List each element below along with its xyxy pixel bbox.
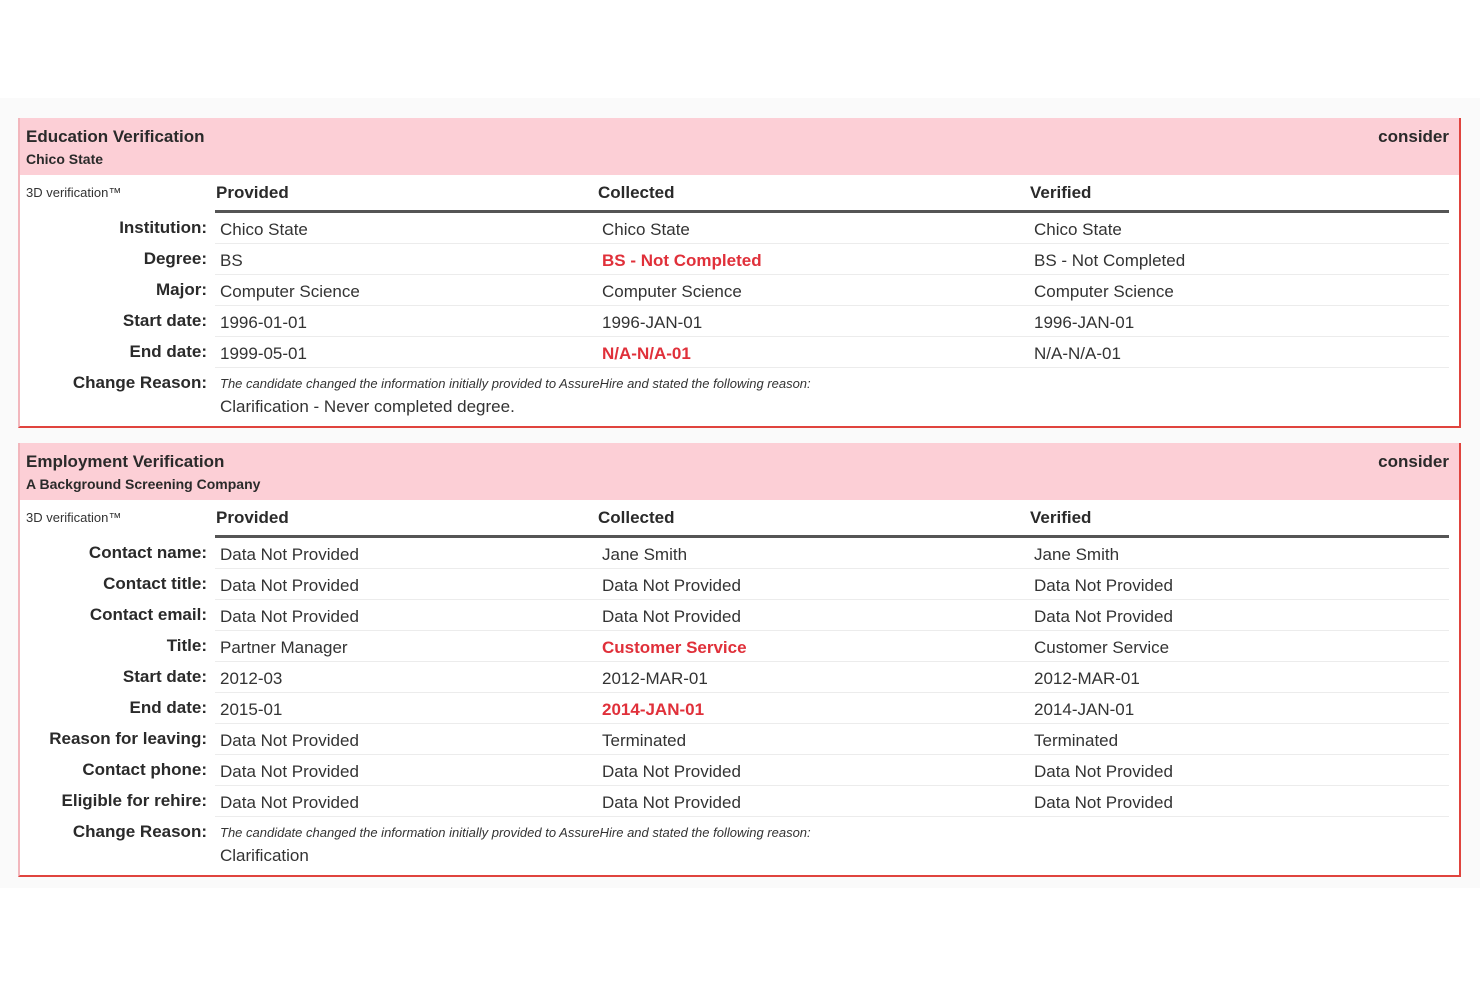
collected-value: 2012-MAR-01: [602, 669, 708, 688]
verified-value: Data Not Provided: [1034, 607, 1173, 626]
provided-value: Computer Science: [220, 282, 360, 301]
column-header-collected: Collected: [598, 508, 675, 527]
row-cells: [215, 786, 1449, 817]
provided-value: Data Not Provided: [220, 607, 359, 626]
provided-value: 1996-01-01: [220, 313, 307, 332]
row-label: Contact email:: [89, 605, 207, 624]
table-row: [20, 662, 1459, 693]
collected-value: Jane Smith: [602, 545, 688, 564]
verified-value: Data Not Provided: [1034, 793, 1173, 812]
table-row: [20, 693, 1459, 724]
provided-value: Data Not Provided: [220, 731, 359, 750]
row-label: Start date:: [122, 311, 207, 330]
verified-value: Customer Service: [1034, 638, 1170, 657]
card-subtitle: A Background Screening Company: [26, 476, 261, 492]
row-label: Change Reason:: [72, 822, 207, 841]
collected-value: Chico State: [602, 220, 690, 239]
row-label: Title:: [166, 636, 207, 655]
column-header-provided: Provided: [216, 508, 289, 527]
collected-value: Terminated: [602, 731, 687, 750]
status-badge: consider: [1378, 127, 1449, 146]
provided-value: BS: [220, 251, 243, 270]
provided-value: Data Not Provided: [220, 576, 359, 595]
change-reason-row: [20, 817, 1459, 875]
provided-value: Partner Manager: [220, 638, 348, 657]
card-title: Education Verification: [26, 127, 205, 146]
verified-value: 2012-MAR-01: [1034, 669, 1140, 688]
row-cells: [215, 631, 1449, 662]
verified-value: Data Not Provided: [1034, 762, 1173, 781]
table-body: [20, 213, 1459, 368]
row-cells: [215, 275, 1449, 306]
row-label: Eligible for rehire:: [61, 791, 207, 810]
change-reason-note: The candidate changed the information initially provided to AssureHire and stated the following reason:: [220, 825, 811, 840]
table-row: [20, 337, 1459, 368]
row-label: Change Reason:: [72, 373, 207, 392]
row-cells: [215, 662, 1449, 693]
column-header-row: [20, 500, 1459, 538]
column-header-verified: Verified: [1030, 183, 1092, 202]
provided-value: Data Not Provided: [220, 793, 359, 812]
column-header-row: [20, 175, 1459, 213]
verified-value: BS - Not Completed: [1034, 251, 1186, 270]
collected-value: Customer Service: [602, 638, 747, 657]
provided-value: 1999-05-01: [220, 344, 307, 363]
education-verification-card: [18, 118, 1461, 428]
row-cells: [215, 569, 1449, 600]
table-row: [20, 244, 1459, 275]
verified-value: Computer Science: [1034, 282, 1174, 301]
collected-value: Data Not Provided: [602, 576, 741, 595]
row-label: Institution:: [119, 218, 207, 237]
table-row: [20, 538, 1459, 569]
row-label: Degree:: [143, 249, 207, 268]
change-reason-text: Clarification - Never completed degree.: [220, 397, 515, 416]
collected-value: 1996-JAN-01: [602, 313, 703, 332]
collected-value: N/A-N/A-01: [602, 344, 691, 363]
row-cells: [215, 600, 1449, 631]
row-cells: [215, 693, 1449, 724]
verified-value: Data Not Provided: [1034, 576, 1173, 595]
table-row: [20, 306, 1459, 337]
verified-value: Terminated: [1034, 731, 1119, 750]
column-header-provided: Provided: [216, 183, 289, 202]
row-cells: [215, 306, 1449, 337]
table-row: [20, 569, 1459, 600]
brand-label: 3D verification™: [26, 510, 122, 525]
card-header: [20, 443, 1459, 500]
provided-value: 2012-03: [220, 669, 283, 688]
row-label: Contact phone:: [82, 760, 207, 779]
table-row: [20, 786, 1459, 817]
column-header-collected: Collected: [598, 183, 675, 202]
collected-value: Data Not Provided: [602, 607, 741, 626]
provided-value: Chico State: [220, 220, 308, 239]
table-row: [20, 724, 1459, 755]
collected-value: Data Not Provided: [602, 762, 741, 781]
change-reason-text: Clarification: [220, 846, 309, 865]
row-label: End date:: [129, 698, 207, 717]
table-row: [20, 213, 1459, 244]
table-row: [20, 631, 1459, 662]
row-cells: [215, 337, 1449, 368]
row-label: Reason for leaving:: [49, 729, 207, 748]
card-title: Employment Verification: [26, 452, 225, 471]
change-reason-note: The candidate changed the information initially provided to AssureHire and stated the following reason:: [220, 376, 811, 391]
card-header: [20, 118, 1459, 175]
row-label: Major:: [156, 280, 207, 299]
change-reason-row: [20, 368, 1459, 426]
brand-label: 3D verification™: [26, 185, 122, 200]
row-cells: [215, 538, 1449, 569]
status-badge: consider: [1378, 452, 1449, 471]
row-cells: [215, 724, 1449, 755]
row-label: Start date:: [122, 667, 207, 686]
verified-value: 1996-JAN-01: [1034, 313, 1135, 332]
row-label: Contact title:: [103, 574, 207, 593]
row-label: Contact name:: [88, 543, 207, 562]
employment-verification-card: [18, 443, 1461, 877]
row-label: End date:: [129, 342, 207, 361]
verified-value: Jane Smith: [1034, 545, 1120, 564]
provided-value: Data Not Provided: [220, 545, 359, 564]
row-cells: [215, 755, 1449, 786]
table-row: [20, 600, 1459, 631]
table-body: [20, 538, 1459, 817]
collected-value: Data Not Provided: [602, 793, 741, 812]
collected-value: Computer Science: [602, 282, 742, 301]
row-cells: [215, 244, 1449, 275]
row-cells: [215, 213, 1449, 244]
card-subtitle: Chico State: [26, 151, 104, 167]
provided-value: 2015-01: [220, 700, 283, 719]
collected-value: BS - Not Completed: [602, 251, 762, 270]
provided-value: Data Not Provided: [220, 762, 359, 781]
table-row: [20, 755, 1459, 786]
column-header-verified: Verified: [1030, 508, 1092, 527]
verified-value: Chico State: [1034, 220, 1122, 239]
verified-value: N/A-N/A-01: [1034, 344, 1121, 363]
table-row: [20, 275, 1459, 306]
verified-value: 2014-JAN-01: [1034, 700, 1135, 719]
collected-value: 2014-JAN-01: [602, 700, 705, 719]
